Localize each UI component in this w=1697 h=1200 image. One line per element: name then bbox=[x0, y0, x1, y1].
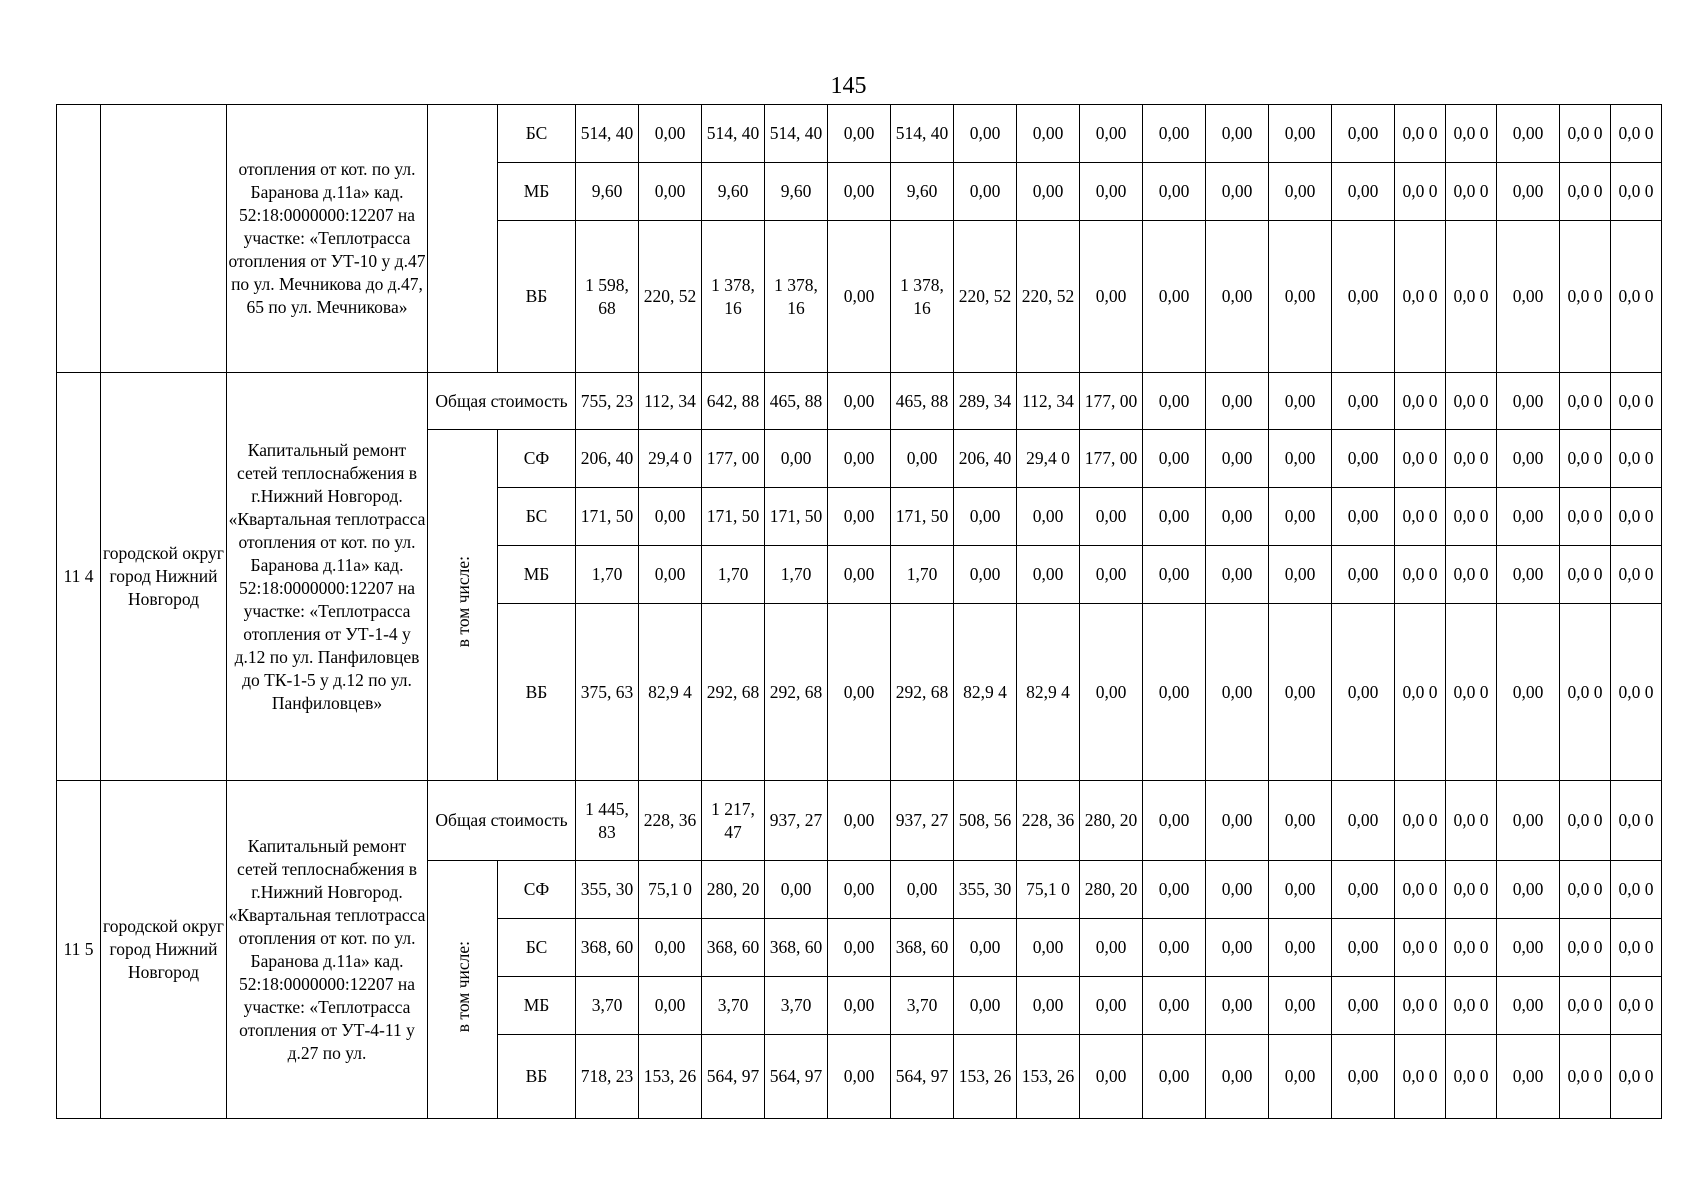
value-cell: 0,00 bbox=[1206, 221, 1269, 373]
value-cell: 0,00 bbox=[639, 163, 702, 221]
value-cell: 0,00 bbox=[1080, 919, 1143, 977]
value-cell: 0,00 bbox=[1332, 919, 1395, 977]
value-cell: 0,00 bbox=[1017, 105, 1080, 163]
value-cell: 0,00 bbox=[1497, 373, 1560, 430]
value-cell: 1,70 bbox=[576, 546, 639, 604]
value-cell: 0,0 0 bbox=[1560, 546, 1611, 604]
value-cell: 0,00 bbox=[1143, 163, 1206, 221]
territory-name: городской округ город Нижний Новгород bbox=[101, 781, 227, 1119]
value-cell: 0,00 bbox=[1269, 105, 1332, 163]
value-cell: 0,00 bbox=[954, 919, 1017, 977]
value-cell: 9,60 bbox=[765, 163, 828, 221]
value-cell: 29,4 0 bbox=[1017, 430, 1080, 488]
value-cell: 0,00 bbox=[1269, 861, 1332, 919]
value-cell: 0,00 bbox=[828, 488, 891, 546]
value-cell: 375, 63 bbox=[576, 604, 639, 781]
value-cell: 0,0 0 bbox=[1611, 861, 1662, 919]
value-cell: 0,0 0 bbox=[1446, 105, 1497, 163]
value-cell: 0,0 0 bbox=[1446, 430, 1497, 488]
value-cell: 0,00 bbox=[1269, 373, 1332, 430]
value-cell: 1 598, 68 bbox=[576, 221, 639, 373]
value-cell: 514, 40 bbox=[702, 105, 765, 163]
value-cell: 368, 60 bbox=[702, 919, 765, 977]
value-cell: 355, 30 bbox=[576, 861, 639, 919]
value-cell: 0,00 bbox=[1332, 221, 1395, 373]
value-cell: 0,0 0 bbox=[1560, 105, 1611, 163]
value-cell: 0,00 bbox=[1143, 861, 1206, 919]
value-cell: 514, 40 bbox=[765, 105, 828, 163]
value-cell: 0,00 bbox=[765, 430, 828, 488]
value-cell: 0,00 bbox=[1332, 1035, 1395, 1119]
value-cell: 177, 00 bbox=[702, 430, 765, 488]
value-cell: 0,0 0 bbox=[1395, 163, 1446, 221]
including-label: в том числе: bbox=[452, 940, 473, 1033]
value-cell: 0,00 bbox=[1143, 977, 1206, 1035]
territory-cell bbox=[101, 105, 227, 373]
value-cell: 0,0 0 bbox=[1446, 781, 1497, 861]
value-cell: 0,0 0 bbox=[1560, 861, 1611, 919]
value-cell: 0,0 0 bbox=[1395, 373, 1446, 430]
value-cell: 0,0 0 bbox=[1560, 373, 1611, 430]
value-cell: 0,00 bbox=[828, 221, 891, 373]
funding-source: ВБ bbox=[498, 1035, 576, 1119]
value-cell: 0,0 0 bbox=[1446, 373, 1497, 430]
value-cell: 0,0 0 bbox=[1560, 977, 1611, 1035]
value-cell: 0,00 bbox=[828, 373, 891, 430]
value-cell: 0,00 bbox=[1143, 105, 1206, 163]
value-cell: 1,70 bbox=[765, 546, 828, 604]
value-cell: 75,1 0 bbox=[1017, 861, 1080, 919]
value-cell: 0,00 bbox=[1269, 977, 1332, 1035]
value-cell: 0,00 bbox=[639, 977, 702, 1035]
value-cell: 465, 88 bbox=[765, 373, 828, 430]
value-cell: 755, 23 bbox=[576, 373, 639, 430]
value-cell: 0,00 bbox=[828, 163, 891, 221]
value-cell: 0,00 bbox=[891, 861, 954, 919]
value-cell: 0,00 bbox=[1080, 604, 1143, 781]
table-row bbox=[57, 105, 1662, 163]
value-cell: 368, 60 bbox=[576, 919, 639, 977]
value-cell: 0,0 0 bbox=[1611, 604, 1662, 781]
value-cell: 3,70 bbox=[891, 977, 954, 1035]
value-cell: 292, 68 bbox=[891, 604, 954, 781]
value-cell: 0,00 bbox=[828, 919, 891, 977]
value-cell: 0,00 bbox=[954, 977, 1017, 1035]
project-number: 11 4 bbox=[57, 373, 101, 781]
value-cell: 292, 68 bbox=[702, 604, 765, 781]
value-cell: 0,0 0 bbox=[1560, 919, 1611, 977]
value-cell: 3,70 bbox=[576, 977, 639, 1035]
project-description: отопления от кот. по ул. Баранова д.11а» кад. 52:18:0000000:12207 на участке: «Теплотрасса отопления от УТ-10 у д.47 по ул. Мечникова до д.47, 65 по ул. Мечникова» bbox=[227, 105, 428, 373]
page-number: 145 bbox=[830, 73, 867, 99]
value-cell: 0,00 bbox=[1269, 604, 1332, 781]
including-label: в том числе: bbox=[452, 556, 473, 648]
project-description: Капитальный ремонт сетей теплоснабжения в г.Нижний Новгород. «Квартальная теплотрасса отопления от кот. по ул. Баранова д.11а» кад. 52:18:0000000:12207 на участке: «Теплотрасса отопления от УТ-4-11 у д.27 по ул. bbox=[227, 781, 428, 1119]
value-cell: 0,0 0 bbox=[1560, 604, 1611, 781]
value-cell: 0,00 bbox=[1497, 919, 1560, 977]
value-cell: 82,9 4 bbox=[1017, 604, 1080, 781]
value-cell: 0,00 bbox=[1017, 163, 1080, 221]
value-cell: 292, 68 bbox=[765, 604, 828, 781]
value-cell: 0,00 bbox=[1080, 105, 1143, 163]
value-cell: 937, 27 bbox=[891, 781, 954, 861]
including-cell bbox=[428, 430, 498, 781]
value-cell: 0,00 bbox=[1332, 861, 1395, 919]
value-cell: 0,00 bbox=[1080, 546, 1143, 604]
value-cell: 228, 36 bbox=[639, 781, 702, 861]
value-cell: 0,00 bbox=[828, 105, 891, 163]
value-cell: 0,0 0 bbox=[1446, 546, 1497, 604]
value-cell: 0,00 bbox=[1332, 105, 1395, 163]
value-cell: 3,70 bbox=[765, 977, 828, 1035]
value-cell: 0,0 0 bbox=[1611, 919, 1662, 977]
table-row bbox=[57, 373, 1662, 430]
value-cell: 0,00 bbox=[1206, 781, 1269, 861]
value-cell: 1 378, 16 bbox=[765, 221, 828, 373]
value-cell: 171, 50 bbox=[891, 488, 954, 546]
value-cell: 0,00 bbox=[1332, 781, 1395, 861]
value-cell: 1 445, 83 bbox=[576, 781, 639, 861]
value-cell: 0,00 bbox=[828, 1035, 891, 1119]
value-cell: 0,00 bbox=[1206, 977, 1269, 1035]
value-cell: 153, 26 bbox=[954, 1035, 1017, 1119]
value-cell: 0,00 bbox=[1332, 430, 1395, 488]
value-cell: 0,00 bbox=[828, 977, 891, 1035]
value-cell: 153, 26 bbox=[639, 1035, 702, 1119]
value-cell: 0,00 bbox=[1206, 546, 1269, 604]
value-cell: 153, 26 bbox=[1017, 1035, 1080, 1119]
including-cell bbox=[428, 861, 498, 1119]
value-cell: 1 378, 16 bbox=[891, 221, 954, 373]
value-cell: 0,00 bbox=[1497, 488, 1560, 546]
value-cell: 0,00 bbox=[1332, 163, 1395, 221]
value-cell: 0,00 bbox=[639, 919, 702, 977]
value-cell: 0,0 0 bbox=[1395, 1035, 1446, 1119]
value-cell: 0,00 bbox=[1017, 919, 1080, 977]
value-cell: 0,0 0 bbox=[1560, 163, 1611, 221]
value-cell: 0,00 bbox=[1017, 488, 1080, 546]
value-cell: 112, 34 bbox=[639, 373, 702, 430]
value-cell: 937, 27 bbox=[765, 781, 828, 861]
value-cell: 0,00 bbox=[1269, 430, 1332, 488]
value-cell: 0,00 bbox=[954, 546, 1017, 604]
value-cell: 0,00 bbox=[828, 861, 891, 919]
value-cell: 0,00 bbox=[1080, 488, 1143, 546]
value-cell: 0,00 bbox=[1332, 604, 1395, 781]
funding-source: МБ bbox=[498, 163, 576, 221]
value-cell: 0,0 0 bbox=[1446, 861, 1497, 919]
funding-source: ВБ bbox=[498, 604, 576, 781]
value-cell: 0,0 0 bbox=[1446, 977, 1497, 1035]
value-cell: 465, 88 bbox=[891, 373, 954, 430]
value-cell: 0,00 bbox=[1497, 221, 1560, 373]
value-cell: 0,0 0 bbox=[1395, 430, 1446, 488]
value-cell: 0,00 bbox=[1143, 604, 1206, 781]
value-cell: 0,00 bbox=[1143, 221, 1206, 373]
value-cell: 0,0 0 bbox=[1395, 919, 1446, 977]
value-cell: 280, 20 bbox=[702, 861, 765, 919]
funding-source: БС bbox=[498, 919, 576, 977]
value-cell: 368, 60 bbox=[765, 919, 828, 977]
value-cell: 1 217, 47 bbox=[702, 781, 765, 861]
value-cell: 0,00 bbox=[1206, 861, 1269, 919]
value-cell: 0,00 bbox=[1080, 163, 1143, 221]
value-cell: 0,00 bbox=[639, 105, 702, 163]
value-cell: 0,00 bbox=[1143, 488, 1206, 546]
value-cell: 0,00 bbox=[1017, 977, 1080, 1035]
value-cell: 0,00 bbox=[1269, 781, 1332, 861]
value-cell: 177, 00 bbox=[1080, 373, 1143, 430]
value-cell: 0,0 0 bbox=[1446, 221, 1497, 373]
value-cell: 3,70 bbox=[702, 977, 765, 1035]
value-cell: 0,0 0 bbox=[1446, 919, 1497, 977]
value-cell: 0,00 bbox=[1269, 1035, 1332, 1119]
project-number-cell bbox=[57, 105, 101, 373]
value-cell: 0,00 bbox=[1080, 977, 1143, 1035]
value-cell: 9,60 bbox=[891, 163, 954, 221]
value-cell: 0,0 0 bbox=[1395, 977, 1446, 1035]
value-cell: 171, 50 bbox=[765, 488, 828, 546]
value-cell: 0,0 0 bbox=[1611, 546, 1662, 604]
value-cell: 0,00 bbox=[1497, 604, 1560, 781]
value-cell: 0,00 bbox=[1206, 430, 1269, 488]
budget-table bbox=[56, 104, 1662, 1119]
value-cell: 0,0 0 bbox=[1611, 977, 1662, 1035]
value-cell: 0,0 0 bbox=[1395, 781, 1446, 861]
value-cell: 0,00 bbox=[1143, 546, 1206, 604]
value-cell: 0,0 0 bbox=[1611, 488, 1662, 546]
value-cell: 0,00 bbox=[1497, 430, 1560, 488]
value-cell: 220, 52 bbox=[1017, 221, 1080, 373]
value-cell: 0,0 0 bbox=[1611, 163, 1662, 221]
value-cell: 508, 56 bbox=[954, 781, 1017, 861]
value-cell: 0,00 bbox=[1497, 861, 1560, 919]
value-cell: 0,00 bbox=[1497, 1035, 1560, 1119]
funding-source: СФ bbox=[498, 861, 576, 919]
value-cell: 112, 34 bbox=[1017, 373, 1080, 430]
value-cell: 0,0 0 bbox=[1395, 861, 1446, 919]
value-cell: 0,0 0 bbox=[1395, 546, 1446, 604]
project-number: 11 5 bbox=[57, 781, 101, 1119]
value-cell: 29,4 0 bbox=[639, 430, 702, 488]
value-cell: 0,0 0 bbox=[1395, 105, 1446, 163]
value-cell: 9,60 bbox=[702, 163, 765, 221]
value-cell: 0,00 bbox=[1206, 604, 1269, 781]
value-cell: 0,00 bbox=[1497, 105, 1560, 163]
value-cell: 355, 30 bbox=[954, 861, 1017, 919]
value-cell: 0,0 0 bbox=[1395, 221, 1446, 373]
value-cell: 9,60 bbox=[576, 163, 639, 221]
value-cell: 0,00 bbox=[954, 488, 1017, 546]
value-cell: 1,70 bbox=[702, 546, 765, 604]
value-cell: 0,00 bbox=[1206, 373, 1269, 430]
value-cell: 0,00 bbox=[828, 546, 891, 604]
total-cost-label: Общая стоимость bbox=[428, 781, 576, 861]
value-cell: 0,00 bbox=[1080, 1035, 1143, 1119]
value-cell: 0,00 bbox=[954, 105, 1017, 163]
value-cell: 0,00 bbox=[1269, 488, 1332, 546]
table-row bbox=[57, 781, 1662, 861]
value-cell: 514, 40 bbox=[576, 105, 639, 163]
value-cell: 171, 50 bbox=[576, 488, 639, 546]
funding-source: МБ bbox=[498, 546, 576, 604]
funding-source: МБ bbox=[498, 977, 576, 1035]
value-cell: 0,0 0 bbox=[1560, 430, 1611, 488]
value-cell: 0,00 bbox=[1497, 163, 1560, 221]
value-cell: 0,0 0 bbox=[1611, 221, 1662, 373]
value-cell: 1 378, 16 bbox=[702, 221, 765, 373]
value-cell: 177, 00 bbox=[1080, 430, 1143, 488]
value-cell: 0,00 bbox=[1497, 977, 1560, 1035]
value-cell: 0,00 bbox=[1332, 977, 1395, 1035]
funding-source: БС bbox=[498, 488, 576, 546]
value-cell: 280, 20 bbox=[1080, 861, 1143, 919]
value-cell: 0,00 bbox=[1143, 373, 1206, 430]
value-cell: 0,00 bbox=[1143, 1035, 1206, 1119]
value-cell: 206, 40 bbox=[954, 430, 1017, 488]
value-cell: 0,00 bbox=[639, 546, 702, 604]
funding-source: БС bbox=[498, 105, 576, 163]
value-cell: 0,0 0 bbox=[1611, 373, 1662, 430]
project-description: Капитальный ремонт сетей теплоснабжения в г.Нижний Новгород. «Квартальная теплотрасса отопления от кот. по ул. Баранова д.11а» кад. 52:18:0000000:12207 на участке: «Теплотрасса отопления от УТ-1-4 у д.12 по ул. Панфиловцев до ТК-1-5 у д.12 по ул. Панфиловцев» bbox=[227, 373, 428, 781]
value-cell: 0,00 bbox=[1332, 373, 1395, 430]
value-cell: 0,00 bbox=[1269, 919, 1332, 977]
including-cell bbox=[428, 105, 498, 373]
value-cell: 82,9 4 bbox=[639, 604, 702, 781]
value-cell: 0,0 0 bbox=[1446, 1035, 1497, 1119]
value-cell: 718, 23 bbox=[576, 1035, 639, 1119]
value-cell: 0,00 bbox=[954, 163, 1017, 221]
value-cell: 0,00 bbox=[828, 430, 891, 488]
value-cell: 0,00 bbox=[1206, 163, 1269, 221]
value-cell: 0,00 bbox=[891, 430, 954, 488]
value-cell: 0,0 0 bbox=[1560, 488, 1611, 546]
value-cell: 0,0 0 bbox=[1560, 1035, 1611, 1119]
funding-source: ВБ bbox=[498, 221, 576, 373]
total-cost-label: Общая стоимость bbox=[428, 373, 576, 430]
value-cell: 220, 52 bbox=[954, 221, 1017, 373]
value-cell: 0,00 bbox=[1269, 163, 1332, 221]
value-cell: 564, 97 bbox=[765, 1035, 828, 1119]
value-cell: 0,0 0 bbox=[1395, 604, 1446, 781]
value-cell: 0,0 0 bbox=[1560, 781, 1611, 861]
value-cell: 0,0 0 bbox=[1446, 604, 1497, 781]
value-cell: 564, 97 bbox=[702, 1035, 765, 1119]
value-cell: 0,00 bbox=[1269, 221, 1332, 373]
value-cell: 280, 20 bbox=[1080, 781, 1143, 861]
value-cell: 0,00 bbox=[1143, 430, 1206, 488]
funding-source: СФ bbox=[498, 430, 576, 488]
value-cell: 514, 40 bbox=[891, 105, 954, 163]
value-cell: 0,00 bbox=[1206, 105, 1269, 163]
value-cell: 228, 36 bbox=[1017, 781, 1080, 861]
value-cell: 0,00 bbox=[1206, 1035, 1269, 1119]
value-cell: 0,0 0 bbox=[1611, 781, 1662, 861]
value-cell: 206, 40 bbox=[576, 430, 639, 488]
value-cell: 171, 50 bbox=[702, 488, 765, 546]
value-cell: 0,00 bbox=[1206, 919, 1269, 977]
value-cell: 0,00 bbox=[639, 488, 702, 546]
territory-name: городской округ город Нижний Новгород bbox=[101, 373, 227, 781]
value-cell: 564, 97 bbox=[891, 1035, 954, 1119]
value-cell: 0,0 0 bbox=[1611, 430, 1662, 488]
value-cell: 0,00 bbox=[1332, 488, 1395, 546]
value-cell: 0,0 0 bbox=[1611, 1035, 1662, 1119]
value-cell: 0,00 bbox=[765, 861, 828, 919]
value-cell: 0,00 bbox=[1497, 546, 1560, 604]
value-cell: 0,00 bbox=[1332, 546, 1395, 604]
value-cell: 0,00 bbox=[1143, 781, 1206, 861]
value-cell: 0,0 0 bbox=[1395, 488, 1446, 546]
value-cell: 642, 88 bbox=[702, 373, 765, 430]
value-cell: 75,1 0 bbox=[639, 861, 702, 919]
value-cell: 0,00 bbox=[1143, 919, 1206, 977]
value-cell: 0,00 bbox=[1017, 546, 1080, 604]
value-cell: 0,00 bbox=[828, 604, 891, 781]
value-cell: 0,00 bbox=[1497, 781, 1560, 861]
value-cell: 82,9 4 bbox=[954, 604, 1017, 781]
value-cell: 0,00 bbox=[1269, 546, 1332, 604]
value-cell: 0,0 0 bbox=[1446, 488, 1497, 546]
value-cell: 1,70 bbox=[891, 546, 954, 604]
value-cell: 0,00 bbox=[1206, 488, 1269, 546]
value-cell: 0,00 bbox=[1080, 221, 1143, 373]
value-cell: 368, 60 bbox=[891, 919, 954, 977]
value-cell: 0,0 0 bbox=[1560, 221, 1611, 373]
value-cell: 0,00 bbox=[828, 781, 891, 861]
value-cell: 220, 52 bbox=[639, 221, 702, 373]
value-cell: 0,0 0 bbox=[1611, 105, 1662, 163]
value-cell: 289, 34 bbox=[954, 373, 1017, 430]
value-cell: 0,0 0 bbox=[1446, 163, 1497, 221]
